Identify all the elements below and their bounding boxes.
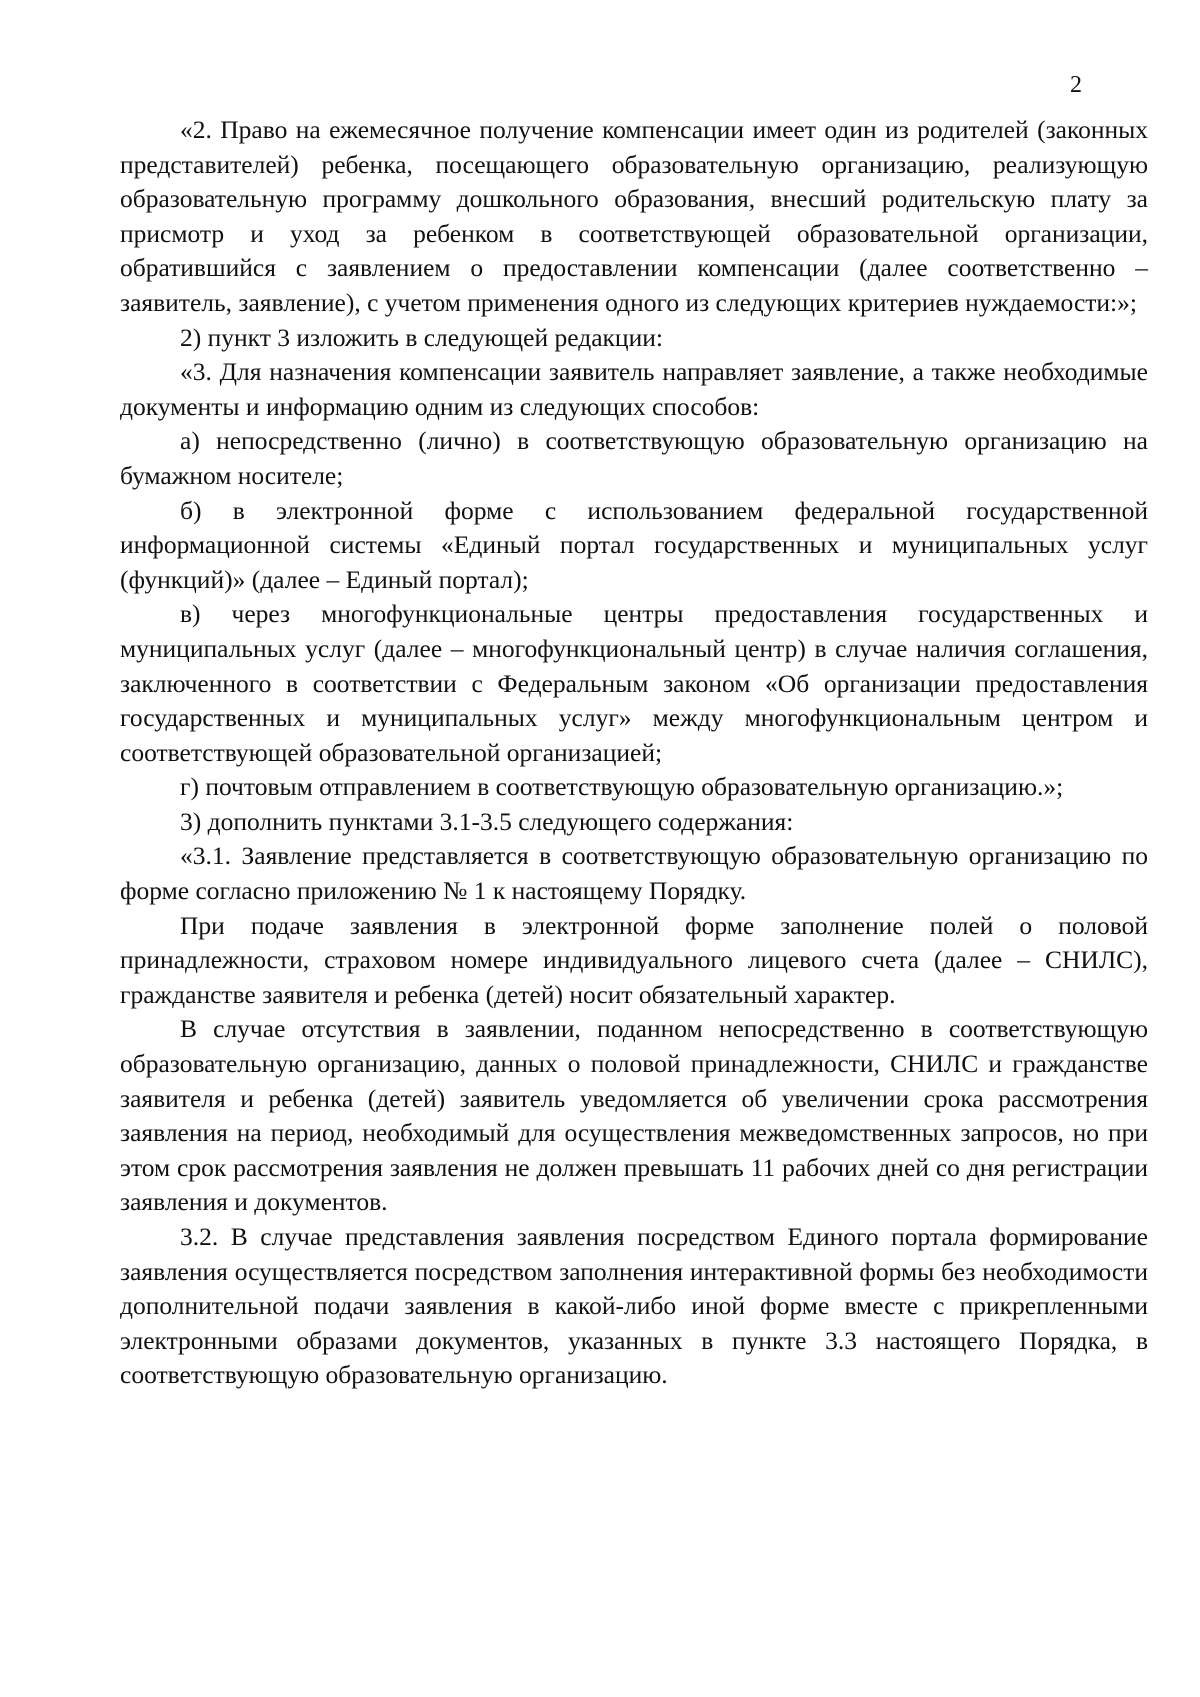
paragraph-amend-point-3: 2) пункт 3 изложить в следующей редакции: xyxy=(180,322,663,352)
paragraph-add-points-3-1-3-5: 3) дополнить пунктами 3.1-3.5 следующего содержания: xyxy=(180,806,794,836)
paragraph-method-v: в) через многофункциональные центры предоставления государственных и муниципальных услуг (далее – многофункциональный центр) в случае наличия соглашения, заключенного в соответствии с Федеральным законом «Об организации предоставления государственных и муниципальных услуг» между многофункциональным центром и соответствующей образовательной организацией; xyxy=(120,599,1148,767)
paragraph-point-3-methods: «3. Для назначения компенсации заявитель направляет заявление, а также необходимые документы и информацию одним из следующих способов: xyxy=(120,357,1148,421)
paragraph-missing-data-notice: В случае отсутствия в заявлении, поданном непосредственно в соответствующую образовательную организацию, данных о половой принадлежности, СНИЛС и гражданстве заявителя и ребенка (детей) заявитель уведомляется об увеличении срока рассмотрения заявления на период, необходимый для осуществления межведомственных запросов, но при этом срок рассмотрения заявления не должен превышать 11 рабочих дней со дня регистрации заявления и документов. xyxy=(120,1014,1148,1217)
paragraph-point-3-1: «3.1. Заявление представляется в соответствующую образовательную организацию по форме согласно приложению № 1 к настоящему Порядку. xyxy=(120,841,1148,906)
paragraph-2-right-to-compensation: «2. Право на ежемесячное получение компенсации имеет один из родителей (законных представителей) ребенка, посещающего образовательную организацию, реализующую образовательную программу дошкольного образования, внесший родительскую плату за присмотр и уход за ребенком в соответствующей образовательной организации, обратившийся с заявлением о предоставлении компенсации (далее соответственно – заявитель, заявление), с учетом применения одного из следующих критериев нуждаемости:»; xyxy=(120,115,1148,317)
paragraph-method-b: б) в электронной форме с использованием федеральной государственной информационной системы «Единый портал государственных и муниципальных услуг (функций)» (далее – Единый портал); xyxy=(120,495,1148,594)
paragraph-method-g: г) почтовым отправлением в соответствующую образовательную организацию.»; xyxy=(180,772,1064,802)
paragraph-method-a: а) непосредственно (лично) в соответствующую образовательную организацию на бумажном носителе; xyxy=(120,426,1148,490)
document-body xyxy=(120,113,1148,1393)
paragraph-electronic-form-fields: При подаче заявления в электронной форме заполнение полей о половой принадлежности, страховом номере индивидуального лицевого счета (далее – СНИЛС), гражданстве заявителя и ребенка (детей) носит обязательный характер. xyxy=(120,910,1148,1009)
paragraph-point-3-2: 3.2. В случае представления заявления посредством Единого портала формирование заявления осуществляется посредством заполнения интерактивной формы без необходимости дополнительной подачи заявления в какой-либо иной форме вместе с прикрепленными электронными образами документов, указанных в пункте 3.3 настоящего Порядка, в соответствующую образовательную организацию. xyxy=(120,1222,1148,1390)
page-number: 2 xyxy=(1070,72,1082,98)
